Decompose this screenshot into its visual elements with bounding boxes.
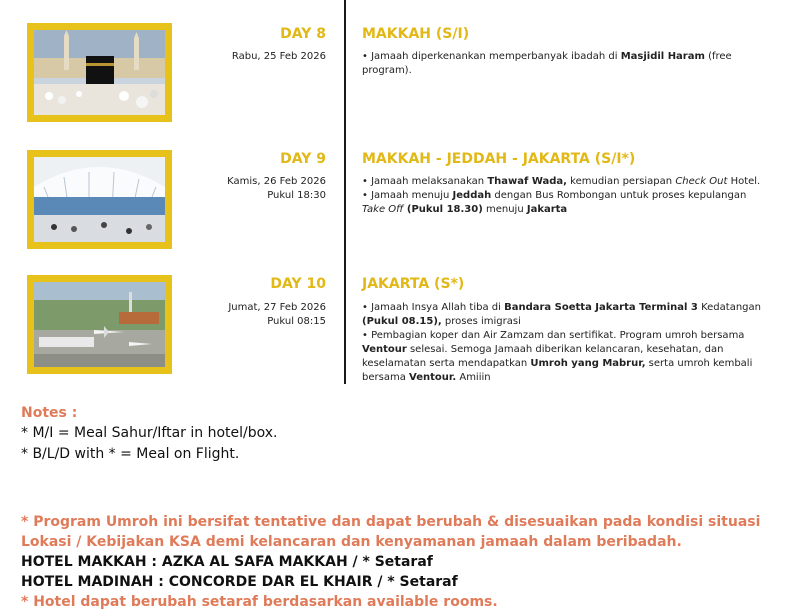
airport-terminal-image <box>34 157 165 242</box>
day-label: DAY 9 <box>280 151 326 167</box>
hotel-madinah: HOTEL MADINAH : CONCORDE DAR EL KHAIR / * Setaraf <box>21 574 458 590</box>
hotel-makkah: HOTEL MAKKAH : AZKA AL SAFA MAKKAH / * Setaraf <box>21 554 433 570</box>
note-line: * M/I = Meal Sahur/Iftar in hotel/box. <box>21 425 278 441</box>
day-description <box>362 50 772 78</box>
day-title: JAKARTA (S*) <box>362 276 465 292</box>
description-bullet: • Jamaah diperkenankan memperbanyak ibadah di Masjidil Haram (free program). <box>362 51 732 76</box>
day-label: DAY 10 <box>270 276 326 292</box>
kaaba-image <box>34 30 165 115</box>
disclaimer-text: * Program Umroh ini bersifat tentative dan dapat berubah & disesuaikan pada kondisi situasi Lokasi / Kebijakan KSA demi kelancaran dan kenyamanan jamaah dalam beribadah. <box>21 514 761 550</box>
jeddah-airport-photo <box>27 150 172 249</box>
kaaba-photo <box>27 23 172 122</box>
description-bullet: • Jamaah menuju Jeddah dengan Bus Rombongan untuk proses kepulangan Take Off (Pukul 18.30) menuju Jakarta <box>362 190 747 215</box>
day-title: MAKKAH - JEDDAH - JAKARTA (S/I*) <box>362 151 636 167</box>
timeline-divider <box>344 0 346 384</box>
date-text: Rabu, 25 Feb 2026 <box>231 51 326 62</box>
airport-aerial-image <box>34 282 165 367</box>
day-title: MAKKAH (S/I) <box>362 26 470 42</box>
day-date <box>232 50 326 64</box>
description-bullet: • Pembagian koper dan Air Zamzam dan sertifikat. Program umroh bersama Ventour selesai. Semoga Jamaah diberikan kelancaran, kesehatan, dan keselamatan serta mendapatkan Umroh yang Mabrur, serta umroh kembali bersama Ventour. Amiiin <box>362 330 753 383</box>
hotel-note: * Hotel dapat berubah setaraf berdasarkan available rooms. <box>21 594 498 610</box>
day-description <box>362 301 772 385</box>
day-date <box>228 301 326 329</box>
time-text: Pukul 18:30 <box>267 190 326 201</box>
description-bullet: • Jamaah Insya Allah tiba di Bandara Soetta Jakarta Terminal 3 Kedatangan (Pukul 08.15), proses imigrasi <box>362 302 761 327</box>
day-date <box>227 175 326 203</box>
time-text: Pukul 08:15 <box>267 316 326 327</box>
day-label: DAY 8 <box>280 26 326 42</box>
date-text: Kamis, 26 Feb 2026 <box>227 176 326 187</box>
note-line: * B/L/D with * = Meal on Flight. <box>21 446 240 462</box>
notes-title: Notes : <box>21 405 78 421</box>
footer-section <box>21 512 791 612</box>
notes-section <box>21 403 278 465</box>
soetta-airport-photo <box>27 275 172 374</box>
date-text: Jumat, 27 Feb 2026 <box>228 302 326 313</box>
description-bullet: • Jamaah melaksanakan Thawaf Wada, kemudian persiapan Check Out Hotel. <box>362 176 761 187</box>
day-description <box>362 175 772 217</box>
